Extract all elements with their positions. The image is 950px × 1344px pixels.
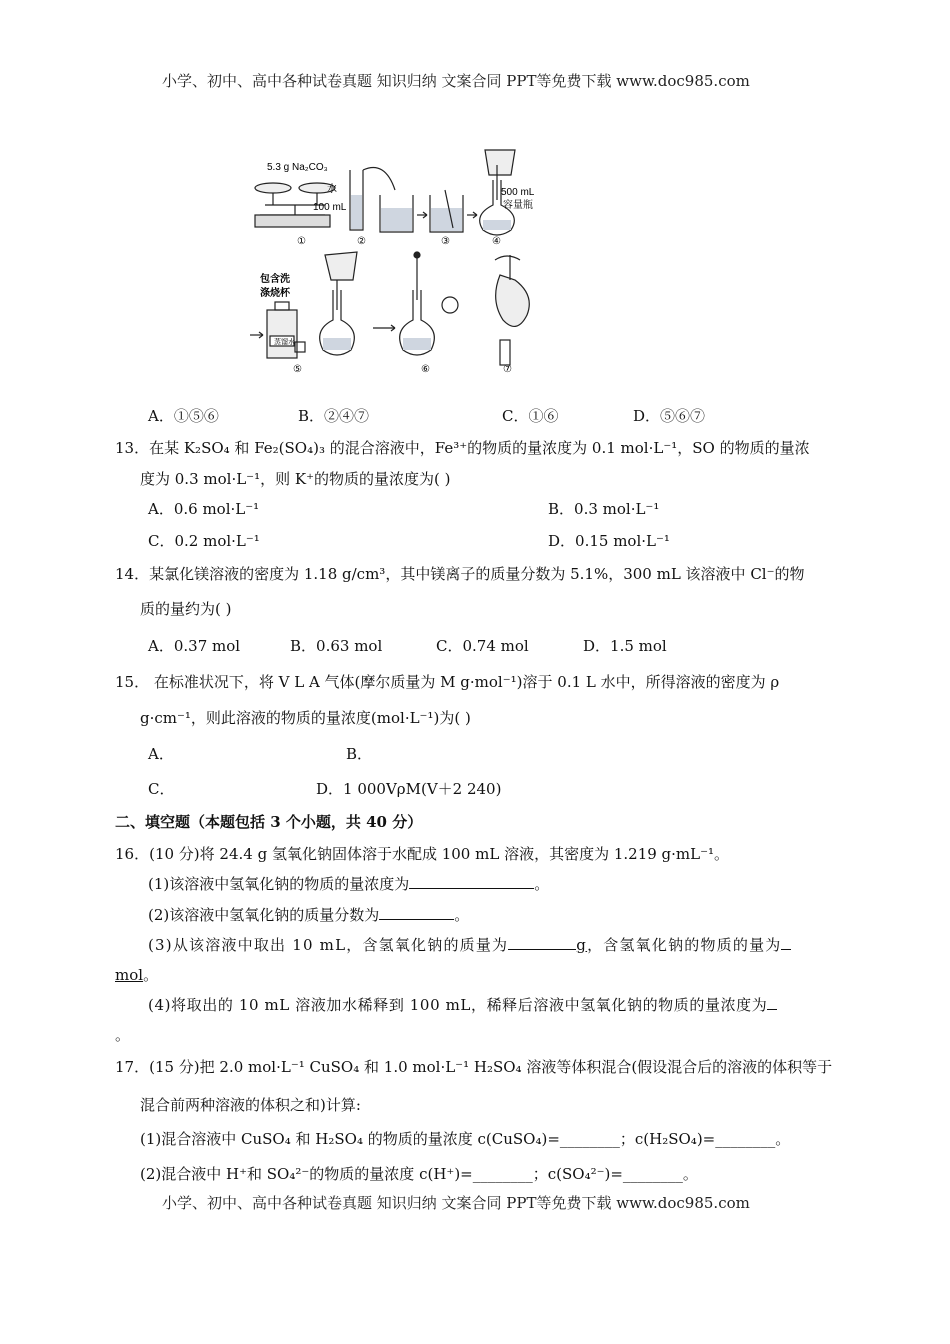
step-label: ④ bbox=[492, 236, 501, 247]
page-footer: 小学、初中、高中各种试卷真题 知识归纳 文案合同 PPT等免费下载 www.doc985.com bbox=[162, 1194, 750, 1212]
q17-stem: 混合前两种溶液的体积之和)计算: bbox=[140, 1096, 361, 1114]
q14-option-b: B．0.63 mol bbox=[290, 637, 383, 655]
unit-text: mol bbox=[115, 966, 144, 984]
q12-option-d: D．⑤⑥⑦ bbox=[633, 407, 706, 425]
step-label: ⑥ bbox=[421, 364, 430, 375]
punctuation: 。 bbox=[534, 875, 550, 893]
q16-part3-text: (3)从该溶液中取出 10 mL，含氢氧化钠的质量为 bbox=[148, 936, 509, 954]
q13-option-d: D．0.15 mol·L⁻¹ bbox=[548, 532, 670, 550]
q12-option-b: B．②④⑦ bbox=[298, 407, 370, 425]
q17-part2: (2)混合液中 H⁺和 SO₄²⁻的物质的量浓度 c(H⁺)=________；c(SO₄²⁻)=________。 bbox=[140, 1165, 698, 1183]
q15-option-b: B． bbox=[346, 745, 373, 763]
answer-blank[interactable] bbox=[781, 935, 791, 950]
q13-option-a: A．0.6 mol·L⁻¹ bbox=[148, 500, 260, 518]
answer-blank[interactable] bbox=[379, 905, 454, 920]
q16-stem: 16．(10 分)将 24.4 g 氢氧化钠固体溶于水配成 100 mL 溶液，其密度为 1.219 g·mL⁻¹。 bbox=[115, 845, 730, 863]
q13-option-c: C．0.2 mol·L⁻¹ bbox=[148, 532, 260, 550]
figure-label: 包含洗 bbox=[260, 274, 290, 285]
wash-bottle-icon bbox=[250, 302, 297, 358]
q16-part1 bbox=[148, 873, 549, 894]
q16-part2-text: (2)该溶液中氢氧化钠的质量分数为 bbox=[148, 906, 380, 924]
figure-label: 100 mL bbox=[313, 202, 347, 213]
section-title: 二、填空题（本题包括 3 个小题，共 40 分） bbox=[115, 813, 423, 831]
q16-part3 bbox=[148, 934, 791, 955]
q15-stem: 15． 在标准状况下，将 V L A 气体(摩尔质量为 M g·mol⁻¹)溶于 0.1 L 水中，所得溶液的密度为 ρ bbox=[115, 673, 780, 691]
page-header: 小学、初中、高中各种试卷真题 知识归纳 文案合同 PPT等免费下载 www.doc985.com bbox=[162, 72, 750, 90]
q14-option-c: C．0.74 mol bbox=[436, 637, 529, 655]
step-label: ③ bbox=[441, 236, 450, 247]
q15-option-a: A． bbox=[148, 745, 174, 763]
figure-label: 水 bbox=[327, 184, 337, 195]
answer-blank[interactable] bbox=[508, 935, 576, 950]
q16-part4-end: 。 bbox=[115, 1026, 131, 1044]
q15-option-d: D．1 000VρM(V＋2 240) bbox=[316, 780, 502, 798]
q13-option-b: B．0.3 mol·L⁻¹ bbox=[548, 500, 660, 518]
experiment-figure bbox=[245, 140, 545, 380]
unit-text: g bbox=[576, 936, 588, 954]
answer-blank[interactable] bbox=[409, 874, 534, 889]
q14-option-a: A．0.37 mol bbox=[148, 637, 241, 655]
punctuation: 。 bbox=[454, 906, 470, 924]
step-label: ② bbox=[357, 236, 366, 247]
q16-part3-cont bbox=[115, 964, 158, 985]
q16-part4-text: (4)将取出的 10 mL 溶液加水稀释到 100 mL，稀释后溶液中氢氧化钠的物质的量浓度为 bbox=[148, 996, 768, 1014]
pour-flask-icon bbox=[320, 252, 357, 355]
q17-part1: (1)混合溶液中 CuSO₄ 和 H₂SO₄ 的物质的量浓度 c(CuSO₄)=________；c(H₂SO₄)=________。 bbox=[140, 1130, 791, 1148]
figure-label: 5.3 g Na₂CO₃ bbox=[267, 162, 328, 173]
q16-part1-text: (1)该溶液中氢氧化钠的物质的量浓度为 bbox=[148, 875, 410, 893]
q17-stem: 17．(15 分)把 2.0 mol·L⁻¹ CuSO₄ 和 1.0 mol·L⁻¹ H₂SO₄ 溶液等体积混合(假设混合后的溶液的体积等于 bbox=[115, 1058, 833, 1076]
figure-label: 500 mL bbox=[501, 187, 535, 198]
shake-flask-icon bbox=[495, 255, 529, 365]
figure-label: 涤烧杯 bbox=[260, 288, 290, 299]
step-label: ⑦ bbox=[503, 364, 512, 375]
q12-option-a: A．①⑤⑥ bbox=[148, 407, 219, 425]
punctuation: 。 bbox=[143, 966, 159, 984]
q16-part3-text: ，含氢氧化钠的物质的量为 bbox=[587, 936, 782, 954]
step-label: ① bbox=[297, 236, 306, 247]
beaker-icon bbox=[380, 195, 413, 232]
q13-stem: 度为 0.3 mol·L⁻¹，则 K⁺的物质的量浓度为( ) bbox=[140, 470, 451, 488]
q16-part2 bbox=[148, 904, 469, 925]
q15-stem: g·cm⁻¹，则此溶液的物质的量浓度(mol·L⁻¹)为( ) bbox=[140, 709, 471, 727]
step-label: ⑤ bbox=[293, 364, 302, 375]
q13-stem: 13．在某 K₂SO₄ 和 Fe₂(SO₄)₃ 的混合溶液中，Fe³⁺的物质的量浓度为 0.1 mol·L⁻¹，SO 的物质的量浓 bbox=[115, 439, 810, 457]
beaker-stir-icon bbox=[430, 190, 463, 232]
q14-stem: 14．某氯化镁溶液的密度为 1.18 g/cm³，其中镁离子的质量分数为 5.1%，300 mL 该溶液中 Cl⁻的物 bbox=[115, 565, 805, 583]
dropper-flask-icon bbox=[400, 252, 458, 355]
q16-part4 bbox=[148, 994, 777, 1015]
answer-blank[interactable] bbox=[767, 995, 777, 1010]
q12-option-c: C．①⑥ bbox=[502, 407, 559, 425]
figure-label: 蒸馏水 bbox=[274, 339, 295, 346]
q15-option-c: C． bbox=[148, 780, 175, 798]
figure-label: 容量瓶 bbox=[503, 200, 533, 211]
q14-stem: 质的量约为( ) bbox=[140, 600, 232, 618]
q14-option-d: D．1.5 mol bbox=[583, 637, 667, 655]
